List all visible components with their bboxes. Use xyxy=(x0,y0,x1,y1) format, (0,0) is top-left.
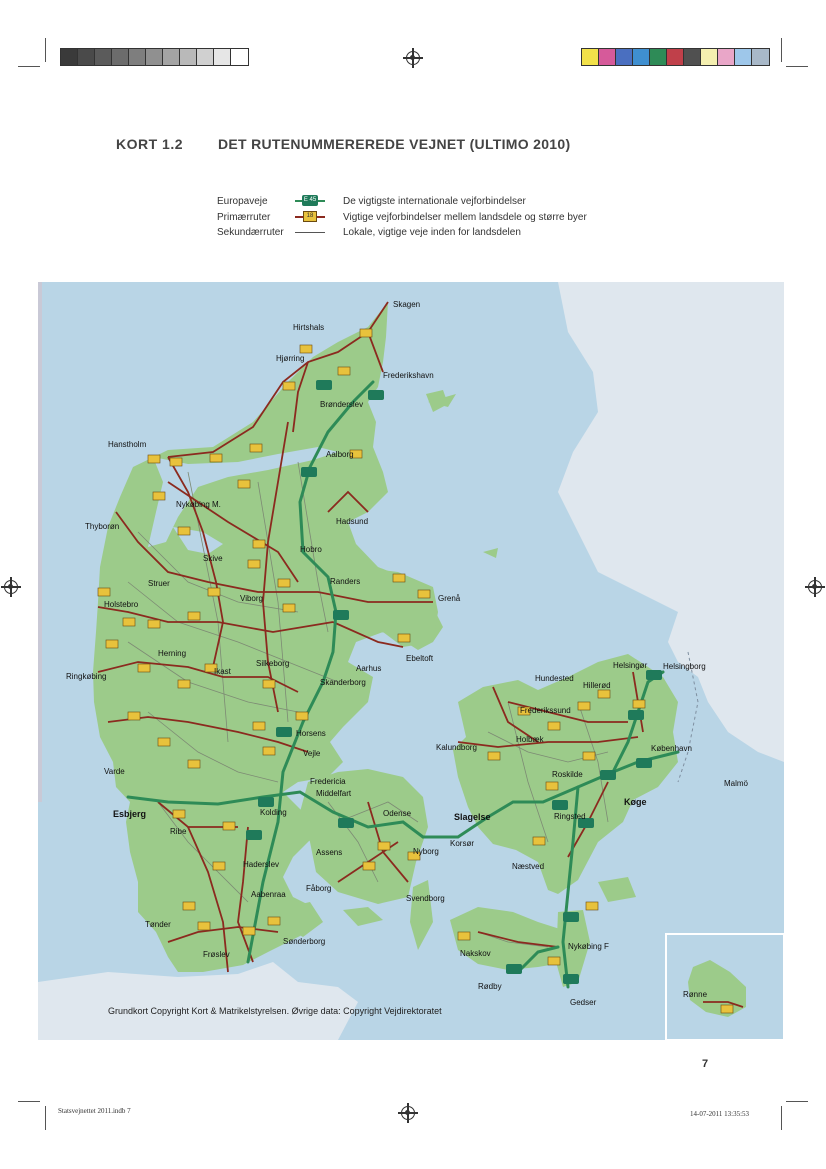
place-label: Slagelse xyxy=(454,812,491,822)
place-label: Ikast xyxy=(214,667,231,676)
place-label: Rønne xyxy=(683,990,708,999)
place-label: Randers xyxy=(330,577,361,586)
crop-mark xyxy=(781,1106,782,1130)
place-label: Nykøbing M. xyxy=(176,500,221,509)
crop-mark xyxy=(786,1101,808,1102)
place-label: Haderslev xyxy=(243,860,280,869)
place-label: Hadsund xyxy=(336,517,369,526)
crop-mark xyxy=(18,66,40,67)
registration-mark xyxy=(4,580,18,594)
crop-mark xyxy=(781,38,782,62)
place-label: Frederikshavn xyxy=(383,371,434,380)
place-label: Aarhus xyxy=(356,664,382,673)
secondary-route-symbol xyxy=(295,225,339,239)
crop-mark xyxy=(45,38,46,62)
map-credit: Grundkort Copyright Kort & Matrikelstyrelsen. Øvrige data: Copyright Vejdirektoratet xyxy=(108,1006,442,1016)
place-label: Silkeborg xyxy=(256,659,290,668)
place-label: Rødby xyxy=(478,982,502,991)
legend-name: Sekundærruter xyxy=(217,226,284,238)
place-label: Helsingør xyxy=(613,661,648,670)
map-left-strip xyxy=(38,282,42,802)
grayscale-bar xyxy=(60,48,249,66)
place-label: Aalborg xyxy=(326,450,354,459)
place-label: Hjørring xyxy=(276,354,305,363)
place-label: Nakskov xyxy=(460,949,491,958)
place-label: Ringsted xyxy=(554,812,586,821)
place-label: Frøslev xyxy=(203,950,230,959)
place-label: Skanderborg xyxy=(320,678,366,687)
place-label: Assens xyxy=(316,848,343,857)
place-label: Hobro xyxy=(300,545,322,554)
place-label: Næstved xyxy=(512,862,545,871)
place-label: Varde xyxy=(104,767,125,776)
place-label: Hillerød xyxy=(583,681,611,690)
place-label: Tønder xyxy=(145,920,171,929)
place-label: Horsens xyxy=(296,729,326,738)
place-label: Skagen xyxy=(393,300,421,309)
crop-mark xyxy=(18,1101,40,1102)
place-label: Fåborg xyxy=(306,884,332,893)
place-label: Roskilde xyxy=(552,770,583,779)
place-label: Nyborg xyxy=(413,847,439,856)
map-number: KORT 1.2 xyxy=(116,136,184,152)
place-label: Struer xyxy=(148,579,170,588)
place-label: Holbæk xyxy=(516,735,544,744)
legend-item-europe xyxy=(217,194,526,208)
page-number: 7 xyxy=(702,1058,709,1070)
place-label: Grenå xyxy=(438,594,461,603)
europe-route-symbol: E 45 xyxy=(295,194,339,208)
legend-description: De vigtigste internationale vejforbindelser xyxy=(343,195,526,207)
place-label: Ebeltoft xyxy=(406,654,434,663)
place-label: Kolding xyxy=(260,808,287,817)
road-network-map xyxy=(38,282,784,1040)
place-label: Aabenraa xyxy=(251,890,286,899)
crop-mark xyxy=(786,66,808,67)
place-label: Fredericia xyxy=(310,777,346,786)
place-label: Hanstholm xyxy=(108,440,147,449)
place-label: Thyborøn xyxy=(85,522,120,531)
legend-name: Europaveje xyxy=(217,195,268,207)
place-label: Ribe xyxy=(170,827,187,836)
crop-mark xyxy=(45,1106,46,1130)
place-label: Herning xyxy=(158,649,187,658)
place-label: Odense xyxy=(383,809,412,818)
registration-mark xyxy=(808,580,822,594)
file-slug: Statsvejnettet 2011.indb 7 xyxy=(58,1107,131,1115)
page-title: DET RUTENUMMEREREDE VEJNET (ULTIMO 2010) xyxy=(218,136,571,152)
primary-route-symbol: 18 xyxy=(295,210,339,224)
print-timestamp: 14-07-2011 13:35:53 xyxy=(690,1110,750,1118)
legend-description: Lokale, vigtige veje inden for landsdelen xyxy=(343,226,521,238)
place-label: Køge xyxy=(624,797,647,807)
place-label: Skive xyxy=(203,554,223,563)
color-bar xyxy=(581,48,770,66)
legend-item-primary xyxy=(217,210,587,224)
place-label: Esbjerg xyxy=(113,809,147,819)
place-label: Svendborg xyxy=(406,894,445,903)
place-label: Kalundborg xyxy=(436,743,477,752)
place-label: Sønderborg xyxy=(283,937,326,946)
legend-name: Primærruter xyxy=(217,211,271,223)
place-label: København xyxy=(651,744,692,753)
place-label: Hundested xyxy=(535,674,574,683)
place-label: Malmö xyxy=(724,779,749,788)
place-label: Holstebro xyxy=(104,600,139,609)
place-label: Viborg xyxy=(240,594,263,603)
legend-item-secondary xyxy=(217,225,521,239)
place-label: Hirtshals xyxy=(293,323,325,332)
legend-description: Vigtige vejforbindelser mellem landsdele og større byer xyxy=(343,211,587,223)
place-label: Helsingborg xyxy=(663,662,706,671)
place-label: Frederikssund xyxy=(520,706,571,715)
place-label: Middelfart xyxy=(316,789,352,798)
place-label: Nykøbing F xyxy=(568,942,609,951)
germany-land xyxy=(38,962,358,1040)
place-label: Korsør xyxy=(450,839,474,848)
place-label: Gedser xyxy=(570,998,597,1007)
place-label: Vejle xyxy=(303,749,321,758)
registration-mark xyxy=(406,51,420,65)
registration-mark xyxy=(401,1106,415,1120)
place-label: Brønderslev xyxy=(320,400,364,409)
place-label: Ringkøbing xyxy=(66,672,107,681)
